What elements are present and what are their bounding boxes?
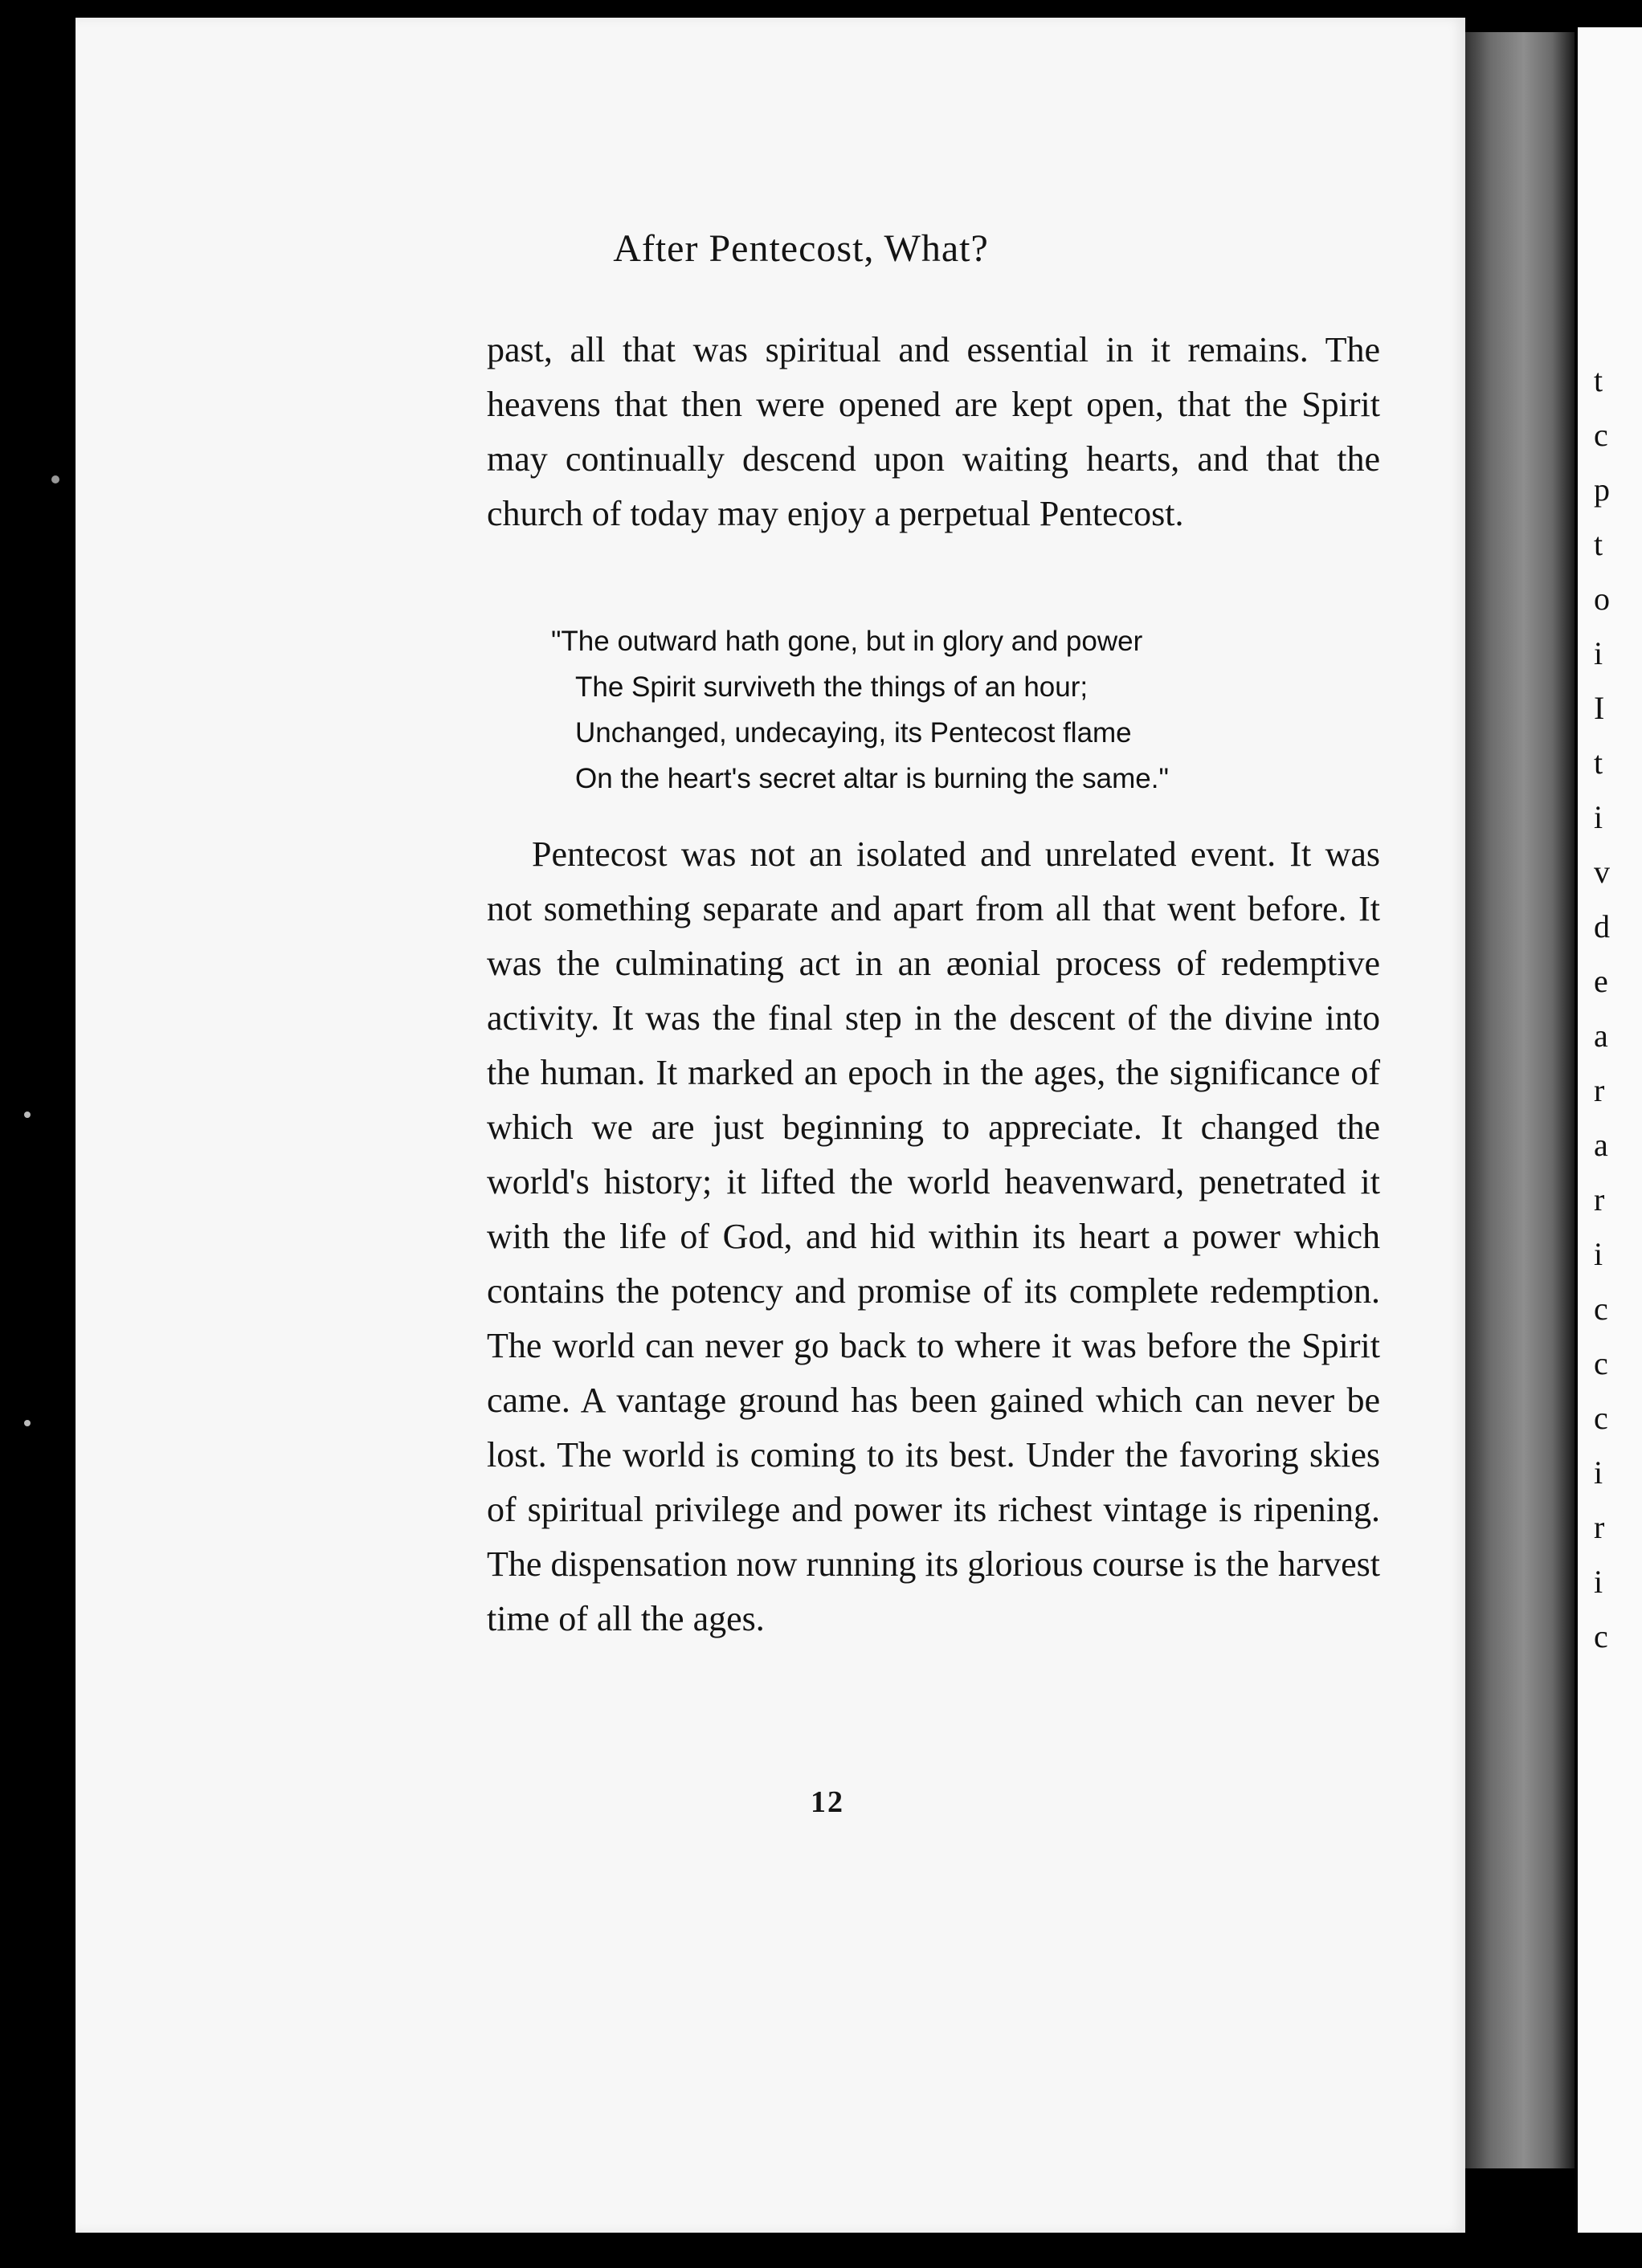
scan-speck bbox=[51, 475, 59, 483]
facing-page-fragment: r bbox=[1594, 1181, 1605, 1218]
facing-page-fragment: e bbox=[1594, 963, 1608, 999]
facing-page-fragment: r bbox=[1594, 1072, 1605, 1108]
poem-line: "The outward hath gone, but in glory and power bbox=[551, 626, 1143, 657]
facing-page-fragment: i bbox=[1594, 1236, 1603, 1272]
facing-page-fragment: a bbox=[1594, 1018, 1608, 1054]
facing-page-fragment: c bbox=[1594, 417, 1608, 453]
poem-line: The Spirit surviveth the things of an hour; bbox=[575, 671, 1089, 703]
facing-page-fragment: i bbox=[1594, 1454, 1603, 1491]
facing-page-fragment: p bbox=[1594, 471, 1610, 508]
facing-page-fragment: a bbox=[1594, 1127, 1608, 1163]
scan-speck bbox=[24, 1420, 31, 1426]
facing-page-fragment: o bbox=[1594, 581, 1610, 617]
scan-speck bbox=[24, 1112, 31, 1118]
facing-page-fragment: d bbox=[1594, 908, 1610, 944]
facing-page-fragment: i bbox=[1594, 635, 1603, 671]
facing-page-fragment: t bbox=[1594, 744, 1603, 781]
facing-page-fragment: c bbox=[1594, 1291, 1608, 1327]
facing-page-fragment: t bbox=[1594, 526, 1603, 562]
poem-line: Unchanged, undecaying, its Pentecost flame bbox=[575, 717, 1132, 749]
facing-page-fragment: I bbox=[1594, 690, 1605, 726]
facing-page-fragment: i bbox=[1594, 799, 1603, 835]
facing-page-fragment: t bbox=[1594, 362, 1603, 398]
binding-shadow bbox=[1462, 32, 1575, 2168]
facing-page-fragment: c bbox=[1594, 1618, 1608, 1654]
page-number: 12 bbox=[811, 1785, 844, 1819]
paragraph-1: past, all that was spiritual and essential in it remains. The heavens that then were opened are kept open, that the Spirit may continually descend upon waiting hearts, and that the church of today may enjoy a perpetual Pentecost. bbox=[487, 330, 1380, 533]
poem-line: On the heart's secret altar is burning the same." bbox=[575, 763, 1169, 794]
facing-page-fragment: v bbox=[1594, 854, 1610, 890]
book-page bbox=[76, 18, 1465, 2233]
facing-page-fragment: r bbox=[1594, 1509, 1605, 1545]
facing-page-edge bbox=[1578, 27, 1642, 2233]
poem-quote bbox=[551, 618, 1354, 802]
facing-page-fragment: c bbox=[1594, 1345, 1608, 1381]
facing-page-fragment: i bbox=[1594, 1564, 1603, 1600]
facing-page-fragment: c bbox=[1594, 1400, 1608, 1436]
running-head: After Pentecost, What? bbox=[613, 227, 989, 270]
paragraph-2: Pentecost was not an isolated and unrelated event. It was not something separate and apart from all that went before. It was the culminating act in an æonial process of redemptive activity. It was the final step in the descent of the divine into the human. It marked an epoch in the ages, the significance of which we are just beginning to appreciate. It changed the world's history; it lifted the world heavenward, penetrated it with the life of God, and hid within its heart a power which contains the potency and promise of its complete redemption. The world can never go back to where it was before the Spirit came. A vantage ground has been gained which can never be lost. The world is coming to its best. Under the favoring skies of spiritual privilege and power its richest vintage is ripening. The dispensation now running its glorious course is the harvest time of all the ages. bbox=[487, 834, 1380, 1638]
